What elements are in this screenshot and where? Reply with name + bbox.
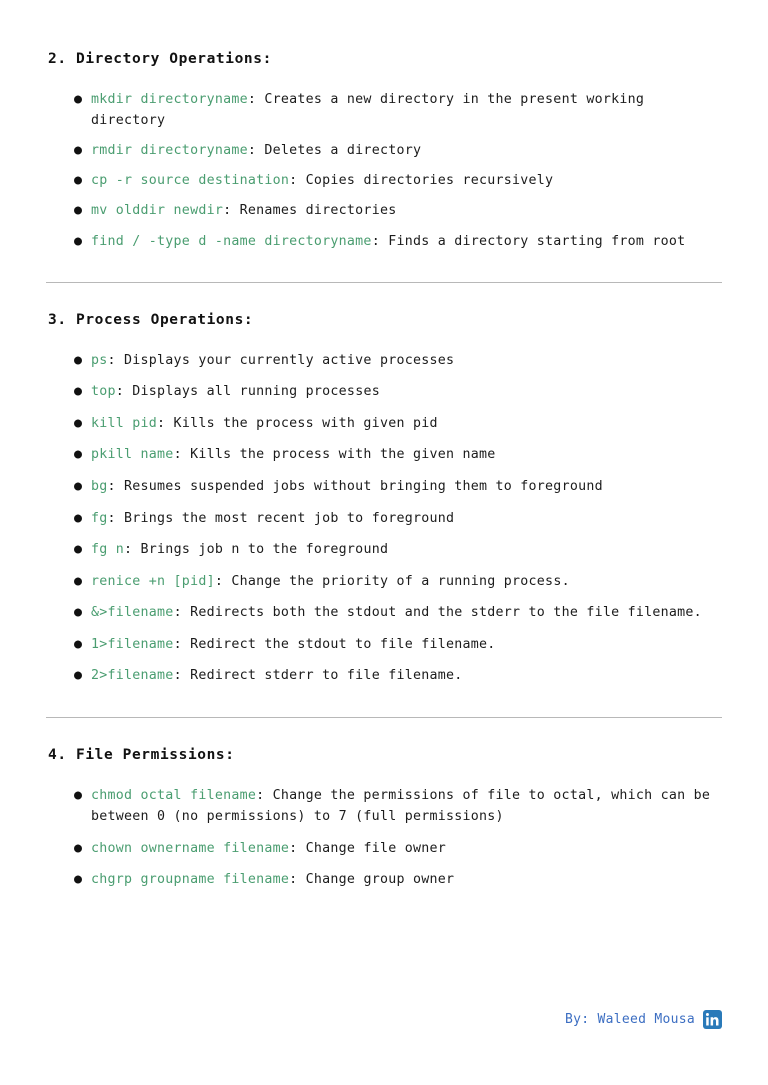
list-item [46,476,722,498]
list-item [46,170,722,192]
bullet-icon: ● [74,143,83,159]
bullet-icon: ● [74,203,83,219]
list-item [46,231,722,253]
section-divider [46,282,722,283]
command-text: cp -r source destination [91,173,290,189]
section-heading-directory-operations: 2. Directory Operations: [48,51,272,67]
footer-credit [565,1010,722,1029]
list-item [46,838,722,860]
list-item [46,571,722,593]
list-item [46,785,722,828]
command-text: mv olddir newdir [91,203,224,219]
bullet-icon: ● [74,447,83,463]
description-text: : Displays your currently active processes [107,352,455,368]
command-text: 1>filename [91,636,174,652]
list-item [46,602,722,624]
list-item [46,508,722,530]
command-text: fg [91,510,108,526]
list-item [46,869,722,891]
list-item [46,89,722,132]
author-byline: By: Waleed Mousa [564,1012,695,1027]
description-text: : Resumes suspended jobs without bringing them to foreground [107,479,603,494]
command-text: bg [91,479,108,494]
list-item [46,413,722,435]
section-process-operations [46,311,722,687]
command-list-file-permissions [46,785,722,891]
command-list-directory-operations [46,89,722,252]
list-item [46,444,722,466]
bullet-icon: ● [74,510,83,526]
command-text: mkdir directoryname [91,91,248,107]
bullet-icon: ● [74,233,83,249]
description-text: : Change group owner [289,872,455,888]
bullet-icon: ● [74,787,83,803]
description-text: : Redirects both the stdout and the stderr to the file filename. [173,605,702,621]
description-text: : Kills the process with given pid [157,415,438,431]
bottom-spacer [46,901,722,961]
list-item [46,200,722,222]
command-text: chmod octal filename [91,787,257,803]
bullet-icon: ● [74,605,83,621]
list-item [46,140,722,162]
description-text: : Brings the most recent job to foreground [107,510,455,526]
list-item [46,381,722,403]
list-item [46,350,722,372]
list-item [46,539,722,561]
bullet-icon: ● [74,668,83,684]
description-text: : Brings job n to the foreground [124,542,389,558]
bullet-icon: ● [74,352,83,368]
bullet-icon: ● [74,542,83,558]
list-item [46,634,722,656]
command-text: kill pid [91,415,158,431]
command-text: chgrp groupname filename [91,872,290,888]
section-file-permissions [46,746,722,891]
bullet-icon: ● [74,872,83,888]
description-text: : Redirect the stdout to file filename. [173,636,496,652]
command-list-process-operations [46,350,722,687]
description-text: : Kills the process with the given name [173,447,496,463]
section-heading-process-operations: 3. Process Operations: [48,312,254,329]
description-text: : Change the permissions of file to octal, which can be between 0 (no permissions) to 7 (full permissions) [91,787,711,825]
bullet-icon: ● [74,384,83,400]
section-directory-operations [46,50,722,252]
bullet-icon: ● [74,415,83,431]
bullet-icon: ● [74,479,83,494]
command-text: pkill name [91,447,174,463]
command-text: top [91,384,116,400]
bullet-icon: ● [74,173,83,189]
bullet-icon: ● [74,573,83,589]
description-text: : Creates a new directory in the present working directory [91,91,645,129]
linkedin-icon[interactable] [703,1010,722,1029]
command-text: fg n [91,542,125,558]
bullet-icon: ● [74,840,83,856]
section-heading-file-permissions: 4. File Permissions: [48,746,235,763]
command-text: renice +n [pid] [91,573,215,589]
command-text: chown ownername filename [91,840,290,856]
command-text: rmdir directoryname [91,143,248,159]
command-text: find / -type d -name directoryname [91,233,372,249]
description-text: : Displays all running processes [115,384,380,400]
command-text: ps [91,352,108,368]
command-text: &>filename [91,605,174,621]
description-text: : Renames directories [223,203,397,219]
description-text: : Finds a directory starting from root [371,233,686,249]
bullet-icon: ● [74,91,83,107]
section-divider [46,717,722,718]
description-text: : Deletes a directory [247,143,422,159]
list-item [46,665,722,687]
description-text: : Change file owner [289,840,446,856]
description-text: : Copies directories recursively [289,173,554,189]
command-text: 2>filename [91,668,174,684]
description-text: : Change the priority of a running process. [214,573,570,589]
description-text: : Redirect stderr to file filename. [173,668,463,684]
bullet-icon: ● [74,636,83,652]
